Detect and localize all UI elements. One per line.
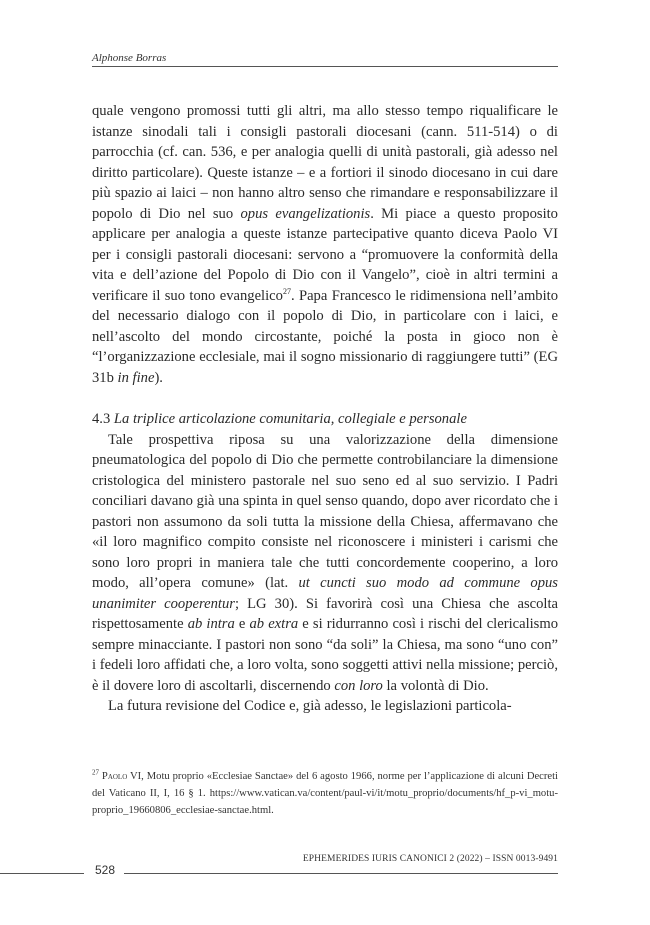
page-number: 528 xyxy=(95,863,116,877)
journal-info: EPHEMERIDES IURIS CANONICI 2 (2022) – ISSN 0013-9491 xyxy=(302,854,558,864)
section-title: La triplice articolazione comunitaria, collegiale e personale xyxy=(113,411,467,427)
section-heading xyxy=(92,409,558,430)
running-header xyxy=(92,52,558,67)
p1-text-1: quale vengono promossi tutti gli altri, ma allo stesso tempo riqualificare le istanze sinodali tali i consigli pastorali diocesani (cann. 511-514) o di parrocchia (cf. can. 536, e per analogia quelli di unità pastorali, già adesso nel diritto particolare). Queste istanze – e a fortiori il sinodo diocesano in cui dare più spazio ai laici – non hanno altro senso che rimandare e responsabilizzare il popolo di Dio nel suo xyxy=(92,103,558,222)
paragraph-3: La futura revisione del Codice e, già adesso, le legislazioni particola- xyxy=(108,698,512,714)
paragraph-1 xyxy=(92,101,558,388)
footer-rule-right xyxy=(124,873,558,874)
p1-italic-in-fine: in fine xyxy=(117,369,155,386)
footnote-27 xyxy=(92,768,558,819)
footer-rule-left xyxy=(0,873,84,874)
p2-text-1: Tale prospettiva riposa su una valorizzazione della dimensione pneumatologica del popolo di Dio che permette controbilanciare la dimensione cristologica del ministero pastorale nel suo seno ed al suo servizio. I Padri conciliari davano già una spinta in quel senso quando, dopo aver ricordato che i pastori non assumono da soli tutta la missione della Chiesa, affermavano che «il loro magnifico compito consiste nel riconoscere i ministeri i carismi che sono loro propri in maniera tale che tutti concordemente cooperino, a loro modo, all’opera comune» (lat. xyxy=(92,431,558,591)
p1-text-4: ). xyxy=(154,369,163,386)
p2-italic-ab-extra: ab extra xyxy=(249,616,299,632)
paragraph-2 xyxy=(92,430,558,697)
p1-text-3: . Papa Francesco le ridimensiona nell’ambito del necessario dialogo con il popolo di Dio, in particolare con i laici, e nell’ascolto del mondo circostante, poiché la posta in gioco non è “l’organizzazione ecclesiale, mai il sogno missionario di raggiungere tutti” (EG 31b xyxy=(92,287,558,386)
p2-text-2: ; LG 30). Si favorirà così una Chiesa che ascolta rispettosamente xyxy=(92,595,558,632)
p2-italic-latin: ut cuncti suo modo ad commune opus unanimiter cooperentur xyxy=(92,575,558,612)
footnote-author: Paolo VI xyxy=(101,771,142,782)
footnote-ref-27[interactable]: 27 xyxy=(282,286,291,296)
footnote-number: 27 xyxy=(92,768,99,777)
p2-text-5: la volontà di Dio. xyxy=(382,677,489,694)
p2-italic-ab-intra: ab intra xyxy=(187,616,235,632)
p2-italic-con-loro: con loro xyxy=(334,677,383,694)
main-text xyxy=(92,101,558,717)
p2-text-4: e si ridurranno così i rischi del clericalismo sempre minacciante. I pastori non sono “da soli” la Chiesa, ma sono “uno con” i fedeli loro affidati che, a loro volta, sono soggetti attivi nella missione; perciò, è il dovere loro di ascoltarli, discernendo xyxy=(92,616,559,694)
p2-text-3: e xyxy=(234,616,250,632)
header-author: Alphonse Borras xyxy=(92,52,167,64)
p1-text-2: . Mi piace a questo proposito applicare per analogia a queste istanze partecipative quanto diceva Paolo VI per i consigli pastorali diocesani: servono a “promuovere la conformità della vita e dell’azione del Popolo di Dio con il Vangelo”, cioè in altri termini a verificare il suo tono evangelico xyxy=(92,205,558,304)
footnote-text: , Motu proprio «Ecclesiae Sanctae» del 6 agosto 1966, norme per l’applicazione di alcuni Decreti del Vaticano II, I, 16 § 1. https://www.vatican.va/content/paul-vi/it/motu_proprio/documents/hf_p-vi_motu-proprio_19660806_ecclesiae-sanctae.html. xyxy=(92,771,558,816)
section-number: 4.3 xyxy=(92,411,114,427)
p1-italic-opus: opus evangelizationis xyxy=(240,205,371,222)
